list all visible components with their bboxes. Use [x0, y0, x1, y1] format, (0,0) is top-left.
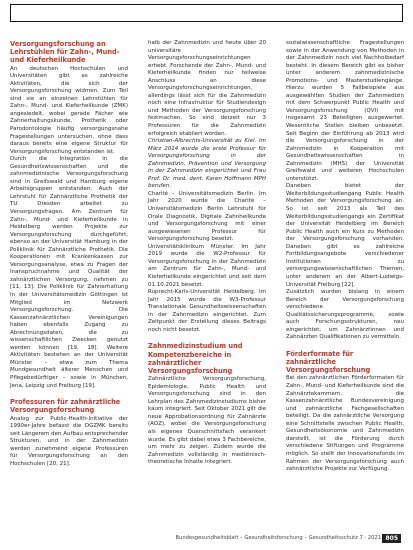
paragraph: Christian-Albrechts-Universität zu Kiel. Im März 2014 wurde die erste Professur für Versorgungsforschung in der Zahnmedizin, Prävention und Versorgung in der Zahnmedizin eingerichtet und Frau Prof. Dr. med. dent. Karen Hoffmann MPH berufen. [148, 138, 266, 190]
page-footer [0, 533, 403, 545]
article-page [10, 40, 405, 530]
paragraph: Zahnärztliche Versorgungsforschung, Epidemiologie, Public Health und Versorgungsforschung sind in den Lehrplan des Zahnmedizinstudiums bisher kaum integriert. Seit Oktober 2021 gilt die neue Approbationsordnung für Zahnärzte (AOZ), wobei die Versorgungsforschung als eigenes Querschnittsfach verankert wurde. Es gibt dabei etwa 3 Fachbereiche, um mehr zu zeigen. Zudem wurde die Zahnmedizin vollständig in medizinisch-theoretische Inhalte integriert. [148, 376, 266, 466]
paragraph: Universitätsklinikum Münster. Im Jahr 2019 wurde die W2-Professur für Versorgungsforschung in der Zahnmedizin am Zentrum für Zahn-, Mund- und Kieferheilkunde eingerichtet und seit dem 01.10.2021 besetzt. [148, 243, 266, 288]
column-middle [148, 40, 266, 467]
section-heading: Zahnmedizinstudium und Kompetenzbereiche in zahnärztlicher Versorgungsforschung [148, 342, 243, 375]
paragraph: Daneben bietet der Weiterbildungsstudiengang Public Health Methoden der Versorgungsforschung an. So ist seit 2013 als Teil des Weiterbildungsstudiengangs ein Zertifikat der Universität Heidelberg im Bereich Public Health auch ein Kurs zu Methoden der Versorgungsforschung vorhanden. Daneben gibt es zahlreiche Fortbildungsangebote verschiedener Institutionen zu versorgungswissenschaftlichen Themen, unter anderem an der Albert-Ludwigs-Universität Freiburg [22]. [286, 183, 404, 288]
paragraph: sozialwissenschaftliche Fragestellungen sowie in der Anwendung von Methoden in der Zahnmedizin noch viel Nachholbedarf besteht. In diesem Bereich gibt es bisher unter anderem zahnmedizinische Promotions- und Masterstudiengänge. Hierzu wurden 5 Fallbeispiele aus ausgewählten Studien der Zahnmedizin mit dem Schwerpunkt Public Health und Versorgungsforschung (QVI) mit insgesamt 23 Beteiligten ausgewertet. Wesentliche Stellen bleiben unbesetzt. Seit Beginn der Einführung ab 2013 wird die Versorgungsforschung in der Zahnmedizin in Kooperation mit Gesundheitswissenschaften in Zahnmedizin (MHS) der Universität Greifswald und weiteren Hochschulen unterstützt. [286, 40, 404, 182]
paragraph: An deutschen Hochschulen und Universitäten gibt es zahlreiche Aktivitäten, die sich der Versorgungsforschung widmen. Zum Teil sind sie an einzelnen Lehrstühlen für Zahn-, Mund- und Kieferheilkunde (ZMK) angesiedelt, wobei gerade Fächer wie Zahnerhaltungskunde, Prothetik oder Parodontologie häufig versorgungsnahe Fragestellungen untersuchen, ohne dass daraus bereits eine eigene Struktur für Versorgungsforschung entstanden ist. [10, 65, 128, 155]
column-right [286, 40, 404, 474]
section-heading: Professuren für zahnärztliche Versorgungsforschung [10, 398, 121, 415]
paragraph: Durch die Integration in die Gesundheitswissenschaften und die zahnmedizinische Versorgungsforschung sind in Greifswald und Hamburg eigene Arbeitsgruppen entstanden. Auch der Lehrstuhl für Zahnärztliche Prothetik der TU Dresden arbeitet zu Versorgungsfragen. Am Zentrum für Zahn-, Mund- und Kieferheilkunde in Heidelberg werden Projekte zur Versorgungsforschung durchgeführt, ebenso an der Universität Hamburg in der Poliklinik für Zahnärztliche Prothetik. Die Kooperationen mit Krankenkassen zur Versorgungsanalyse, etwa zu Fragen der Inanspruchnahme und Qualität der zahnärztlichen Versorgung, nehmen zu [11, 13]. Die Poliklinik für Zahnerhaltung in der Universitätsmedizin Göttingen ist Mitglied im Netzwerk Versorgungsforschung. Die Kassenzahnärztlichen Vereinigungen haben ebenfalls Zugang zu Abrechnungsdaten, die zu wissenschaftlichen Zwecken genutzt werden können [19, 18]. Weitere Aktivitäten bestehen an der Universität Münster – etwa zum Thema Mundgesundheit älterer Menschen und Pflegebedürftiger – sowie in München, Jena, Leipzig und Freiburg [19]. [10, 156, 128, 389]
paragraph: Charité – Universitätsmedizin Berlin. Im Jahr 2020 wurde die Charité – Universitätsmedizin Berlin Lehrstuhl für Orale Diagnostik, Digitale Zahnheilkunde und Versorgungsforschung mit einer ausgewiesenen Professur für Versorgungsforschung besetzt. [148, 190, 266, 243]
page-number: 805 [382, 534, 401, 543]
column-left [10, 40, 128, 468]
paragraph: Zusätzlich wurden bislang in einem Bereich der Versorgungsforschung verschiedene Qualitätssicherungsprogramme, sowie auch Forschungsstrukturen, neu eingerichtet, um Zahnärztinnen und Zahnärzten Qualifikationen zu vermitteln. [286, 289, 404, 341]
section-heading: Versorgungsforschung an Lehrstühlen für Zahn-, Mund- und Kieferheilkunde [10, 40, 120, 65]
journal-citation: Bundesgesundheitsblatt – Gesundheitsforschung – Gesundheitsschutz 7 · 2021 [175, 535, 381, 541]
paragraph: Bei den zahnärztlichen Förderformaten für Zahn-, Mund- und Kieferheilkunde sind die Zahnärztekammern, die Kassenzahnärztliche Bundesvereinigung und zahnärztliche Fachgesellschaften beteiligt. Da die zahnärztliche Versorgung eine Schnittstelle zwischen Public Health, Gesundheitsökonomie und Zahnmedizin darstellt, ist die Förderung durch verschiedene Stiftungen und Programme möglich. So stellt der Innovationsfonds im Rahmen der Versorgungsforschung auch zahnärztliche Projekte zur Verfügung. [286, 375, 404, 473]
section-heading: Förderformate für zahnärztliche Versorgungsforschung [286, 349, 371, 375]
paragraph: Ruprecht-Karls-Universität Heidelberg. Im Jahr 2015 wurde die W3-Professur Translationale Gesundheitswissenschaften in der Zahnmedizin eingerichtet. Zum Zeitpunkt der Erstellung dieses Beitrags noch nicht besetzt. [148, 289, 266, 333]
header-bar [10, 4, 403, 22]
paragraph: halb der Zahnmedizin und heute über 20 universitäre Versorgungsforschungseinrichtungen erhebt. Forschende der Zahn-, Mund- und Kieferheilkunde finden nur teilweise Anschluss an diese Versorgungsforschungseinrichtungen, allerdings lässt sich für die Zahnmedizin noch eine Infrastruktur für Studiendesign und Methoden der Versorgungsforschung festmachen. So sind derzeit nur 3 Professuren für die Zahnmedizin erfolgreich etabliert worden. [148, 40, 266, 137]
paragraph: Analog zur Public-Health-Initiative der 1990er-Jahre befasst die DGZMK bereits seit Längerem den Aufbau entsprechender Strukturen, und in der Zahnmedizin werden zunehmend eigene Professuren für Versorgungsforschung an den Hochschulen [20, 21]. [10, 415, 128, 467]
